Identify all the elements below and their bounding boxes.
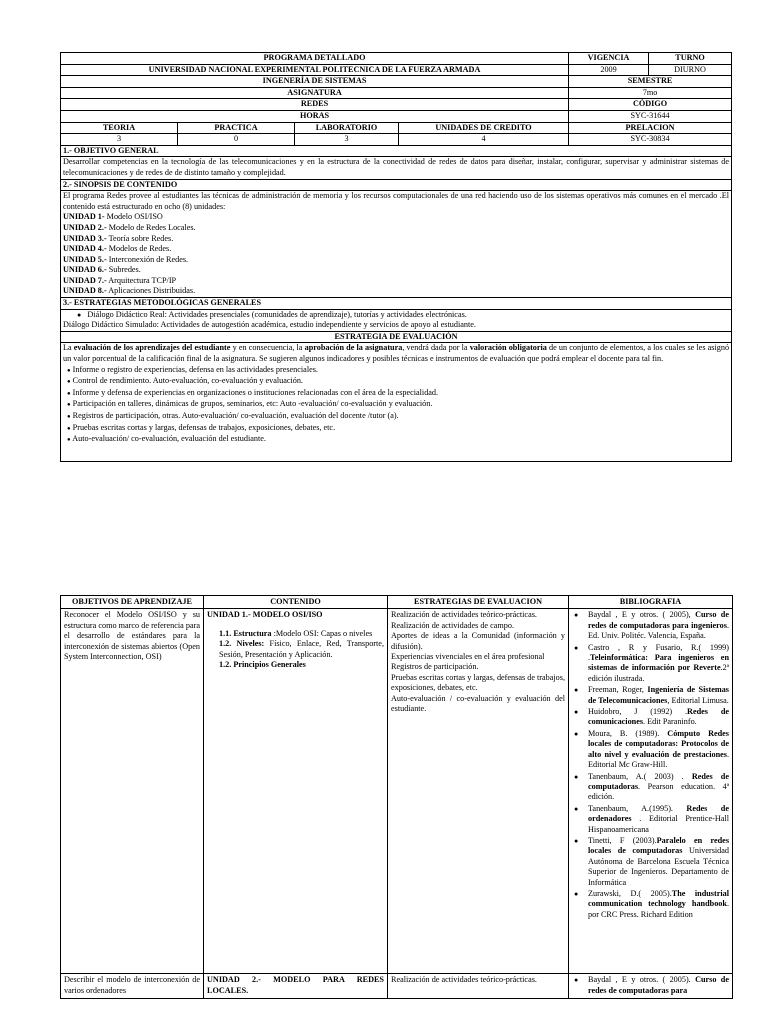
row2-estrategias: Realización de actividades teórico-prácticas.	[388, 974, 569, 999]
bib-item: ● Tinetti, F (2003).Paralelo en redes locales de computadoras Universidad Autónoma de Barcelona Escuela Técnica Superior de Ingenieros. Departamento de Informática	[588, 836, 729, 888]
teoria-value: 3	[61, 134, 178, 146]
sinopsis-intro: El programa Redes provee al estudiantes las técnicas de administración de memoria y los recursos computacionales de una red haciendo uso de los sistemas operativos más comunes en el mercado .El contenido está estructurado en ocho (8) unidades:	[63, 191, 730, 211]
evaluacion-item: ● Registros de participación, otras. Auto-evaluación/ co-evaluación, evaluación del docente /tutor (a).	[67, 411, 399, 420]
header-bibliografia: BIBLIOGRAFIA	[569, 596, 733, 609]
unit-item: UNIDAD 6.- Subredes.	[63, 265, 141, 275]
objetivo-text: Desarrollar competencias en la tecnología de las telecomunicaciones y en la estructura de la conectividad de redes de datos para diseñar, instalar, configurar, supervisar y administrar sistemas de telecomunicaciones y de redes de de distinto tamaño y complejidad.	[61, 157, 732, 179]
row1-unidad: UNIDAD 1.- MODELO OSI/ISO	[207, 610, 323, 620]
row1-contenido	[204, 609, 388, 974]
programa-title: PROGRAMA DETALLADO	[61, 53, 569, 65]
unidades-value: 4	[399, 134, 569, 146]
codigo-value: SYC-31644	[569, 110, 732, 122]
semestre-value: 7mo	[569, 87, 732, 99]
objetivo-title: 1.- OBJETIVO GENERAL	[61, 145, 732, 157]
semestre-label: SEMESTRE	[569, 76, 732, 88]
row1-content-1: 1.1. Estructura :Modelo OSI: Capas o niveles	[219, 628, 373, 638]
unit-item: UNIDAD 1- Modelo OSI/ISO	[63, 212, 163, 222]
row1-content-3: 1.2. Principios Generales	[219, 660, 306, 670]
codigo-label: CÓDIGO	[569, 99, 732, 111]
sinopsis-body	[61, 191, 732, 298]
unit-item: UNIDAD 8.- Aplicaciones Distribuidas.	[63, 286, 196, 296]
bib-item: ● Tanenbaum, A.( 2003) . Redes de computadoras. Pearson education. 4ª edición.	[588, 772, 729, 803]
practica-value: 0	[178, 134, 295, 146]
unit-item: UNIDAD 2.- Modelo de Redes Locales.	[63, 222, 196, 232]
unit-item: UNIDAD 7.- Arquitectura TCP/IP	[63, 275, 177, 285]
row2-unidad: UNIDAD 2.- MODELO PARA REDES LOCALES.	[204, 974, 388, 999]
turno-label: TURNO	[649, 53, 732, 65]
vigencia-label: VIGENCIA	[569, 53, 649, 65]
vigencia-value: 2009	[569, 64, 649, 76]
evaluacion-item: ● Pruebas escritas cortas y largas, defensas de trabajos, exposiciones, debates, etc.	[67, 422, 336, 432]
bib-item: ● Castro , R y Fusario, R.( 1999) .Teleinformática: Para ingenieros en sistemas de información por Reverte.2ª edición ilustrada.	[588, 643, 729, 685]
sinopsis-title: 2.- SINOPSIS DE CONTENIDO	[61, 179, 732, 191]
evaluacion-item: ● Control de rendimiento. Auto-evaluación, co-evaluación y evaluación.	[67, 376, 303, 386]
asignatura-value: REDES	[61, 99, 569, 111]
evaluacion-body	[61, 343, 732, 462]
evaluacion-item: ● Informe o registro de experiencias, defensa en las actividades presenciales.	[67, 364, 318, 374]
header-objetivos: OBJETIVOS DE APRENDIZAJE	[61, 596, 204, 609]
bib-item: ● Moura, B. (1989). Cómputo Redes locales de computadoras: Protocolos de alto nivel y evaluación de prestaciones. Editorial Mc Graw-Hill.	[588, 729, 729, 771]
estrategias-body	[61, 309, 732, 331]
unit-item: UNIDAD 5.- Interconexión de Redes.	[63, 254, 189, 264]
laboratorio-label: LABORATORIO	[295, 122, 399, 134]
unit-item: UNIDAD 4.- Modelos de Redes.	[63, 244, 172, 254]
header-contenido: CONTENIDO	[204, 596, 388, 609]
row1-objetivo: Reconocer el Modelo OSI/ISO y su estructura como marco de referencia para el desarrollo de estándares para la interconexión de sistemas abiertos (Open System Interconnection, OSI)	[61, 609, 204, 974]
laboratorio-value: 3	[295, 134, 399, 146]
evaluacion-paragraph: La evaluación de los aprendizajes del estudiante y en consecuencia, la aprobación de la asignatura, vendrá dada por la valoración obligatoria de un conjunto de elementos, a los cuales se les asignó un valor porcentual de la calificación final de la asignatura. Se sugieren algunos indicadores y posibles técnicas e instrumentos de evaluación que podrá emplear el docente para tal fin.	[63, 343, 730, 364]
header-estrategias: ESTRATEGIAS DE EVALUACION	[388, 596, 569, 609]
row2-objetivo: Describir el modelo de interconexión de varios ordenadores	[61, 974, 204, 999]
row1-bibliografia	[569, 609, 733, 974]
bib-item: ● Zurawski, D.( 2005).The industrial communication technology handbook. por CRC Press. Richard Edition	[588, 889, 729, 920]
evaluacion-item: ● Informe y defensa de experiencias en organizaciones o instituciones relacionadas con el área de la especialidad.	[67, 387, 439, 397]
bib-item: ● Huidobro, J (1992) .Redes de comunicaciones. Edit Paraninfo.	[588, 707, 729, 728]
bullet-icon: ●	[77, 310, 82, 319]
unit-item: UNIDAD 3.- Teoría sobre Redes.	[63, 233, 174, 243]
unit-list	[63, 212, 729, 297]
bib-item: ● Baydal , E y otros. ( 2005). Curso de redes de computadoras para	[588, 975, 729, 996]
teoria-label: TEORIA	[61, 122, 178, 134]
bib-item: ● Freeman, Roger, Ingeniería de Sistemas de Telecomunicaciones, Editorial Limusa.	[588, 685, 729, 706]
turno-value: DIURNO	[649, 64, 732, 76]
prelacion-label: PRELACION	[569, 122, 732, 134]
evaluacion-item: ● Participación en talleres, dinámicas de grupos, seminarios, etc: Auto -evaluación/ co-evaluación y evaluación.	[67, 399, 433, 409]
carrera-name: INGENERÍA DE SISTEMAS	[61, 76, 569, 88]
row2-bibliografia	[569, 974, 733, 999]
unidades-label: UNIDADES DE CREDITO	[399, 122, 569, 134]
evaluacion-item: ● Auto-evaluación/ co-evaluación, evaluación del estudiante.	[67, 434, 266, 444]
estrategias-title: 3.- ESTRATEGIAS METODOLÓGICAS GENERALES	[61, 298, 732, 310]
units-detail-table	[60, 595, 733, 999]
prelacion-value: SYC-30834	[569, 134, 732, 146]
row1-content-2: 1.2. Niveles: Físico, Enlace, Red, Transporte, Sesión, Presentación y Aplicación.	[219, 639, 384, 659]
asignatura-label: ASIGNATURA	[61, 87, 569, 99]
practica-label: PRACTICA	[178, 122, 295, 134]
evaluacion-title: ESTRATEGIA DE EVALUACIÓN	[61, 331, 732, 343]
bib-item: ● Baydal , E y otros. ( 2005), Curso de redes de computadoras para ingenieros. Ed. Univ. Politéc. Valencia, España.	[588, 610, 729, 641]
horas-label: HORAS	[61, 110, 569, 122]
estrategias-line2: Diálogo Didáctico Simulado: Actividades de autogestión académica, estudio independiente y servicios de apoyo al estudiante.	[63, 320, 476, 330]
row1-estrategias: Realización de actividades teórico-prácticas. Realización de actividades de campo. Aportes de ideas a la Comunidad (información y difusión). Experiencias vivenciales en el área profesional Registros de participación. Pruebas escritas cortas y largas, defensas de trabajos, exposiciones, debates, etc. Auto-evaluación / co-evaluación y evaluación del estudiante.	[388, 609, 569, 974]
universidad-name: UNIVERSIDAD NACIONAL EXPERIMENTAL POLITECNICA DE LA FUERZA ARMADA	[61, 64, 569, 76]
estrategias-bullet: ● Diálogo Didáctico Real: Actividades presenciales (comunidades de aprendizaje), tutorías y actividades electrónicas.	[77, 309, 467, 319]
program-header-table	[60, 52, 732, 462]
bib-item: ● Tanenbaum, A.(1995). Redes de ordenadores . Editorial Prentice-Hall Hispanoamericana	[588, 804, 729, 835]
